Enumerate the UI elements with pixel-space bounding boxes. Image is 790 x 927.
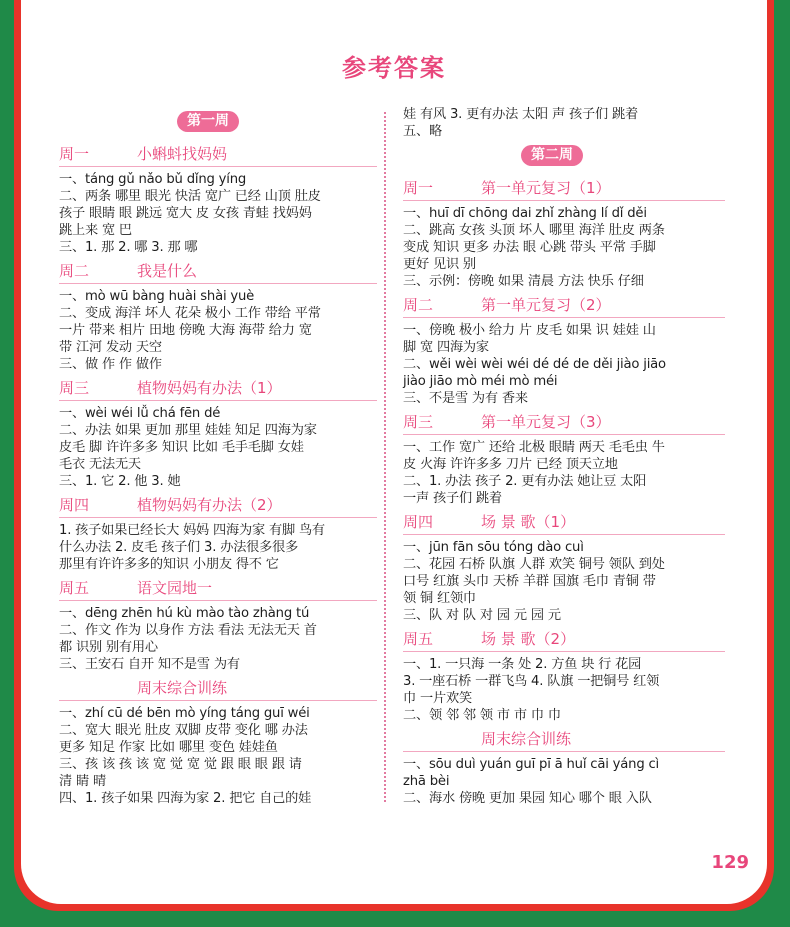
section-heading <box>403 512 725 535</box>
answer-line: 跳上来 宽 巴 <box>59 223 132 238</box>
answer-line: 三、孩 该 孩 该 宽 觉 宽 觉 跟 眼 眼 跟 请 <box>59 757 302 772</box>
answer-line: 二、1. 办法 孩子 2. 更有办法 她让豆 太阳 <box>403 474 647 489</box>
section-day: 周一 <box>59 145 90 163</box>
answer-line: 一、huī dī chōng dai zhǐ zhàng lí dǐ děi <box>403 206 647 221</box>
answer-line: 一、zhí cū dé bēn mò yíng táng guī wéi <box>59 706 310 721</box>
section-day: 周五 <box>59 579 90 597</box>
answer-line: 口号 红旗 头巾 天桥 羊群 国旗 毛巾 青铜 带 <box>403 574 656 589</box>
answer-line: 三、队 对 队 对 园 元 园 元 <box>403 608 561 623</box>
section-day <box>59 678 137 699</box>
answer-line: 二、作文 作为 以身作 方法 看法 无法无天 首 <box>59 623 317 638</box>
answer-line: 更多 知足 作家 比如 哪里 变色 娃娃鱼 <box>59 740 278 755</box>
answer-line: 二、跳高 女孩 头顶 坏人 哪里 海洋 肚皮 两条 <box>403 223 665 238</box>
answer-line: jiào jiāo mò méi mò méi <box>403 374 558 389</box>
answer-line: 一、1. 一只海 一条 处 2. 方鱼 块 行 花园 <box>403 657 642 672</box>
answer-line: 孩子 眼睛 眼 跳远 宽大 皮 女孩 青蛙 找妈妈 <box>59 206 312 221</box>
answer-line: 3. 一座石桥 一群飞鸟 4. 队旗 一把铜号 红领 <box>403 674 660 689</box>
answer-line: 二、花园 石桥 队旗 人群 欢笑 铜号 领队 到处 <box>403 557 665 572</box>
answer-line: zhā bèi <box>403 774 450 789</box>
section-title: 植物妈妈有办法（1） <box>137 379 282 397</box>
answer-line: 二、wěi wèi wèi wéi dé dé de děi jiào jiāo <box>403 357 666 372</box>
answer-line: 变成 知识 更多 办法 眼 心跳 带头 平常 手脚 <box>403 240 656 255</box>
answer-line: 什么办法 2. 皮毛 孩子们 3. 办法很多很多 <box>59 540 299 555</box>
answer-line: 一声 孩子们 跳着 <box>403 491 502 506</box>
answer-line: 三、1. 那 2. 哪 3. 那 哪 <box>59 240 198 255</box>
section-heading <box>59 378 377 401</box>
right-column <box>403 106 725 807</box>
answer-line: 脚 宽 四海为家 <box>403 340 489 355</box>
section-title: 场 景 歌（1） <box>481 513 576 531</box>
answer-line: 三、示例：傍晚 如果 清晨 方法 快乐 仔细 <box>403 274 644 289</box>
section-heading <box>59 144 377 167</box>
answer-line: 二、海水 傍晚 更加 果园 知心 哪个 眼 入队 <box>403 791 652 806</box>
section-day: 周二 <box>403 296 434 314</box>
week-badge-2: 第二周 <box>521 145 583 166</box>
section-title: 小蝌蚪找妈妈 <box>137 145 228 163</box>
section-title: 场 景 歌（2） <box>481 630 576 648</box>
answer-line: 1. 孩子如果已经长大 妈妈 四海为家 有脚 鸟有 <box>59 523 325 538</box>
answer-line: 二、领 邻 邻 领 市 市 巾 巾 <box>403 708 561 723</box>
section-title: 周末综合训练 <box>137 679 228 697</box>
section-day: 周五 <box>403 630 434 648</box>
section-heading <box>403 729 725 752</box>
section-day <box>403 729 481 750</box>
answer-line: 一、傍晚 极小 给力 片 皮毛 如果 识 娃娃 山 <box>403 323 656 338</box>
answer-line: 二、宽大 眼光 肚皮 双脚 皮带 变化 哪 办法 <box>59 723 308 738</box>
page-number: 129 <box>711 852 749 873</box>
page-frame <box>14 0 774 911</box>
answer-line: 一、dēng zhēn hú kù mào tào zhàng tú <box>59 606 310 621</box>
answer-line: 更好 见识 别 <box>403 257 476 272</box>
section-title: 我是什么 <box>137 262 198 280</box>
answer-line: 带 江河 发动 天空 <box>59 340 162 355</box>
section-heading <box>403 178 725 201</box>
section-heading <box>403 295 725 318</box>
section-heading <box>403 629 725 652</box>
answer-line: 三、王安石 自开 知不是雪 为有 <box>59 657 240 672</box>
answer-line: 都 识别 别有用心 <box>59 640 158 655</box>
section-title: 周末综合训练 <box>481 730 572 748</box>
section-day: 周一 <box>403 179 434 197</box>
answer-line: 三、1. 它 2. 他 3. 她 <box>59 474 181 489</box>
page-title: 参考答案 <box>342 54 446 82</box>
answer-line: 巾 一片欢笑 <box>403 691 472 706</box>
section-heading <box>403 412 725 435</box>
answer-line: 一片 带来 相片 田地 傍晚 大海 海带 给力 宽 <box>59 323 312 338</box>
intro-line: 娃 有风 3. 更有办法 太阳 声 孩子们 跳着 <box>403 107 638 122</box>
page-sheet <box>21 0 767 904</box>
left-column <box>59 106 377 807</box>
answer-line: 皮毛 脚 许许多多 知识 比如 毛手毛脚 女娃 <box>59 440 304 455</box>
answer-line: 一、wèi wéi lǚ chá fēn dé <box>59 406 221 421</box>
answer-line: 皮 火海 许许多多 刀片 已经 顶天立地 <box>403 457 618 472</box>
answer-line: 那里有许许多多的知识 小朋友 得不 它 <box>59 557 279 572</box>
intro-line: 五、略 <box>403 124 442 139</box>
answer-line: 一、工作 宽广 还给 北极 眼睛 两天 毛毛虫 牛 <box>403 440 665 455</box>
answer-line: 毛衣 无法无天 <box>59 457 141 472</box>
answer-line: 三、做 作 作 做作 <box>59 357 162 372</box>
section-day: 周四 <box>403 513 434 531</box>
section-heading <box>59 678 377 701</box>
answer-line: 二、变成 海洋 坏人 花朵 极小 工作 带给 平常 <box>59 306 321 321</box>
section-title: 植物妈妈有办法（2） <box>137 496 282 514</box>
section-heading <box>59 261 377 284</box>
answer-line: 四、1. 孩子如果 四海为家 2. 把它 自己的娃 <box>59 791 312 806</box>
answer-line: 一、táng gǔ nǎo bǔ dǐng yíng <box>59 172 247 187</box>
answer-line: 二、两条 哪里 眼光 快活 宽广 已经 山顶 肚皮 <box>59 189 321 204</box>
answer-line: 一、jūn fān sōu tóng dào cuì <box>403 540 584 555</box>
section-day: 周四 <box>59 496 90 514</box>
section-title: 第一单元复习（2） <box>481 296 611 314</box>
answer-line: 二、办法 如果 更加 那里 娃娃 知足 四海为家 <box>59 423 317 438</box>
answer-line: 三、不是雪 为有 香来 <box>403 391 528 406</box>
section-day: 周二 <box>59 262 90 280</box>
section-title: 语文园地一 <box>137 579 213 597</box>
answer-line: 清 睛 晴 <box>59 774 106 789</box>
section-heading <box>59 495 377 518</box>
answer-line: 一、sōu duì yuán guī pī ā huǐ cāi yáng cì <box>403 757 660 772</box>
section-day: 周三 <box>403 413 434 431</box>
week-badge-1: 第一周 <box>177 111 239 132</box>
column-divider <box>384 112 386 802</box>
section-heading <box>59 578 377 601</box>
section-day: 周三 <box>59 379 90 397</box>
answer-line: 领 铜 红领巾 <box>403 591 476 606</box>
section-title: 第一单元复习（1） <box>481 179 611 197</box>
answer-line: 一、mò wū bàng huài shài yuè <box>59 289 255 304</box>
section-title: 第一单元复习（3） <box>481 413 611 431</box>
